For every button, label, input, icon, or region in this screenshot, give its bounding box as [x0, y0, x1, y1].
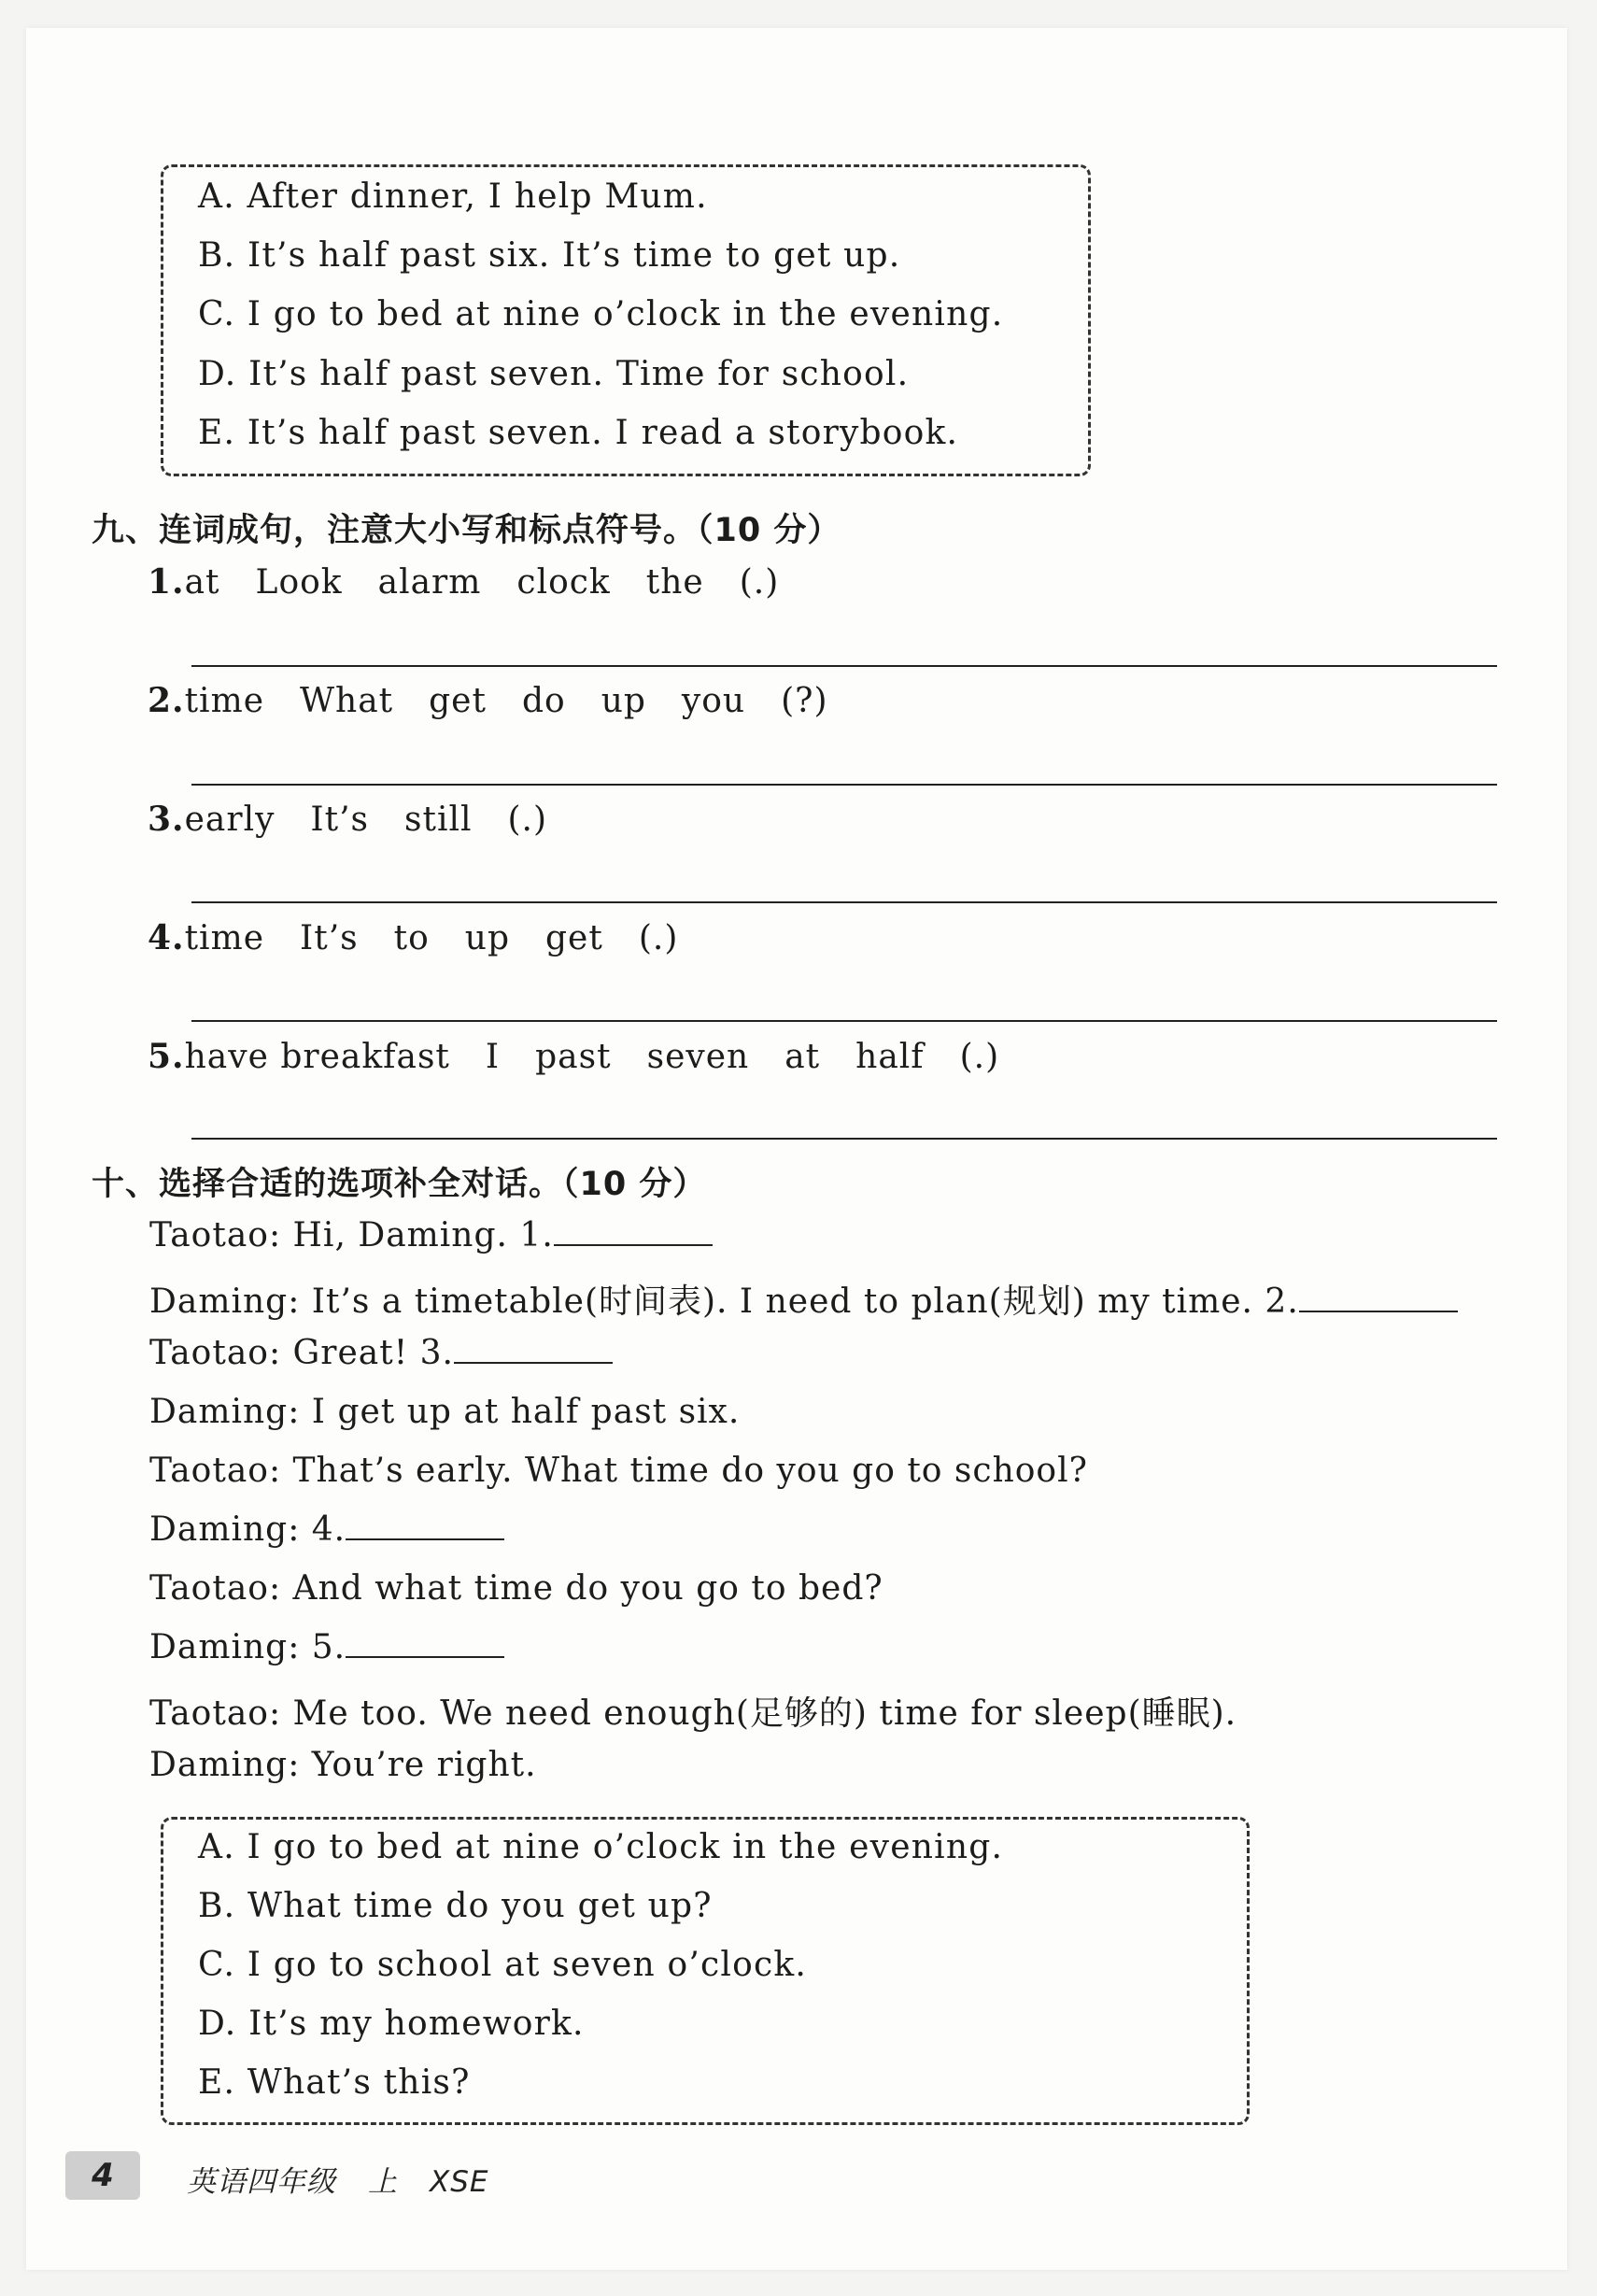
question-5 [148, 1037, 1035, 1076]
section-9-title: 九、连词成句，注意大小写和标点符号。（10 分） [92, 512, 841, 549]
option-e: E. What’s this? [198, 2063, 471, 2102]
option-d: D. It’s my homework. [198, 2005, 585, 2043]
answer-line-3[interactable] [191, 901, 1497, 903]
word-tile: alarm [377, 563, 482, 602]
word-tile: (.) [739, 563, 780, 602]
word-tile: at [784, 1038, 821, 1076]
option-b: B. What time do you get up? [198, 1887, 713, 1925]
answer-line-2[interactable] [191, 784, 1497, 786]
word-tile: (.) [638, 919, 679, 957]
word-tile: past [535, 1038, 612, 1076]
question-2 [148, 681, 864, 720]
option-a: A. I go to bed at nine o’clock in the evening. [198, 1828, 1004, 1866]
option-c: C. I go to school at seven o’clock. [198, 1946, 807, 1984]
question-number: 3. [148, 800, 185, 839]
word-tile: up [464, 919, 510, 957]
section-10-title: 十、选择合适的选项补全对话。（10 分） [92, 1166, 707, 1203]
word-tile: early [184, 801, 276, 839]
option-e: E. It’s half past seven. I read a storybook. [198, 414, 959, 452]
question-1 [148, 562, 814, 602]
dialogue-line-1: Taotao: Hi, Daming. 1. [149, 1216, 713, 1254]
word-tile: get [545, 919, 603, 957]
question-number: 5. [148, 1037, 185, 1076]
option-d: D. It’s half past seven. Time for school. [198, 355, 910, 393]
dialogue-line-6: Daming: 4. [149, 1510, 504, 1549]
word-tile: (.) [959, 1038, 1000, 1076]
word-tile: time [184, 682, 265, 720]
word-tile: half [855, 1038, 925, 1076]
word-tile: get [429, 682, 487, 720]
blank-4[interactable] [346, 1510, 504, 1540]
option-c: C. I go to bed at nine o’clock in the evening. [198, 295, 1004, 333]
dialogue-line-10: Daming: You’re right. [149, 1746, 537, 1784]
dialogue-line-4: Daming: I get up at half past six. [149, 1393, 741, 1431]
dialogue-line-7: Taotao: And what time do you go to bed? [149, 1569, 883, 1608]
word-tile: still [404, 801, 473, 839]
question-4 [148, 918, 714, 957]
blank-3[interactable] [454, 1334, 613, 1364]
dialogue-line-3: Taotao: Great! 3. [149, 1334, 613, 1372]
question-number: 2. [148, 681, 185, 720]
option-a: A. After dinner, I help Mum. [198, 177, 708, 216]
question-number: 1. [148, 562, 185, 602]
word-tile: to [393, 919, 430, 957]
word-tile: time [184, 919, 265, 957]
word-tile: It’s [300, 919, 359, 957]
dialogue-line-9: Taotao: Me too. We need enough(足够的) time for sleep(睡眠). [149, 1694, 1237, 1733]
question-number: 4. [148, 918, 185, 957]
footer-book-info [187, 2158, 521, 2200]
word-tile: do [521, 682, 566, 720]
blank-5[interactable] [346, 1628, 504, 1658]
page-number: 4 [65, 2151, 140, 2200]
answer-line-5[interactable] [191, 1138, 1497, 1140]
word-tile: at [184, 563, 220, 602]
blank-2[interactable] [1299, 1283, 1458, 1312]
book-volume: 上 [368, 2165, 398, 2199]
book-edition: XSE [430, 2165, 489, 2199]
word-tile: seven [646, 1038, 750, 1076]
word-tile: (.) [507, 801, 548, 839]
word-tile: you [681, 682, 746, 720]
word-tile: I [485, 1038, 501, 1076]
book-title: 英语四年级 [187, 2165, 336, 2199]
blank-1[interactable] [554, 1216, 713, 1246]
word-tile: It’s [310, 801, 370, 839]
question-3 [148, 800, 583, 839]
word-tile: What [300, 682, 394, 720]
word-tile: up [601, 682, 646, 720]
word-tile: clock [516, 563, 611, 602]
word-tile: have breakfast [184, 1038, 450, 1076]
dialogue-line-2: Daming: It’s a timetable(时间表). I need to plan(规划) my time. 2. [149, 1275, 1458, 1323]
answer-line-4[interactable] [191, 1020, 1497, 1022]
option-b: B. It’s half past six. It’s time to get up. [198, 236, 901, 275]
dialogue-line-5: Taotao: That’s early. What time do you go to school? [149, 1452, 1088, 1490]
answer-line-1[interactable] [191, 665, 1497, 667]
word-tile: Look [255, 563, 343, 602]
dialogue-line-8: Daming: 5. [149, 1628, 504, 1666]
word-tile: the [645, 563, 704, 602]
word-tile: (?) [781, 682, 828, 720]
